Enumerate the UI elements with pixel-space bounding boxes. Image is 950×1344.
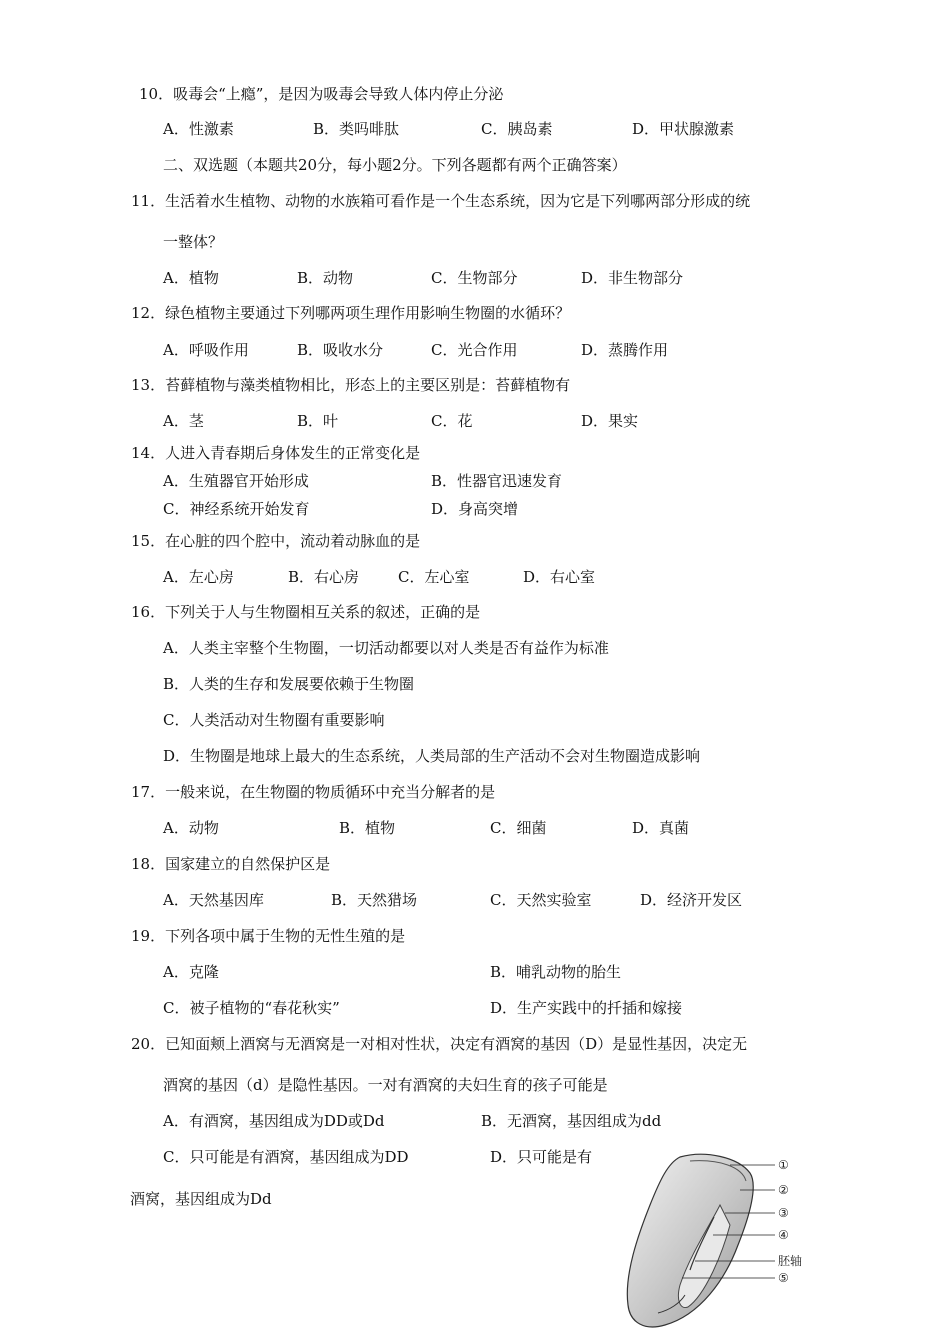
q20-option-b: B．无酒窝，基因组成为dd xyxy=(481,1112,662,1130)
q12-option-a: A．呼吸作用 xyxy=(163,341,249,359)
q14-option-a: A．生殖器官开始形成 xyxy=(163,472,309,490)
q10-option-b: B．类吗啡肽 xyxy=(313,120,400,138)
q15-option-c: C．左心室 xyxy=(398,568,470,586)
question-10-stem: 10．吸毒会“上瘾”，是因为吸毒会导致人体内停止分泌 xyxy=(139,85,504,103)
q13-option-a: A．茎 xyxy=(163,412,204,430)
question-13-stem: 13．苔藓植物与藻类植物相比，形态上的主要区别是：苔藓植物有 xyxy=(131,376,571,394)
question-18-stem: 18．国家建立的自然保护区是 xyxy=(131,855,331,873)
question-14-stem: 14．人进入青春期后身体发生的正常变化是 xyxy=(131,444,421,462)
q18-option-d: D．经济开发区 xyxy=(640,891,743,909)
q17-option-d: D．真菌 xyxy=(632,819,690,837)
q14-option-d: D．身高突增 xyxy=(431,500,519,518)
q10-option-d: D．甲状腺激素 xyxy=(632,120,735,138)
question-16-stem: 16．下列关于人与生物圈相互关系的叙述，正确的是 xyxy=(131,603,481,621)
question-19-stem: 19．下列各项中属于生物的无性生殖的是 xyxy=(131,927,406,945)
label-2: ② xyxy=(778,1183,789,1197)
q15-option-b: B．右心房 xyxy=(288,568,360,586)
seed-illustration xyxy=(610,1145,810,1335)
q12-option-b: B．吸收水分 xyxy=(297,341,384,359)
q15-option-a: A．左心房 xyxy=(163,568,234,586)
label-5: ⑤ xyxy=(778,1271,789,1285)
q16-option-d: D．生物圈是地球上最大的生态系统，人类局部的生产活动不会对生物圈造成影响 xyxy=(163,747,701,765)
label-1: ① xyxy=(778,1158,789,1172)
q12-option-d: D．蒸腾作用 xyxy=(581,341,669,359)
q17-option-a: A．动物 xyxy=(163,819,219,837)
q20-option-a: A．有酒窝，基因组成为DD或Dd xyxy=(163,1112,385,1130)
q12-option-c: C．光合作用 xyxy=(431,341,518,359)
question-17-stem: 17．一般来说，在生物圈的物质循环中充当分解者的是 xyxy=(131,783,496,801)
q10-option-a: A．性激素 xyxy=(163,120,234,138)
q19-option-a: A．克隆 xyxy=(163,963,219,981)
q20-option-c: C．只可能是有酒窝，基因组成为DD xyxy=(163,1148,409,1166)
q20-option-d: D．只可能是有 xyxy=(490,1148,593,1166)
q10-option-c: C．胰岛素 xyxy=(481,120,553,138)
question-20-stem-cont: 酒窝的基因（d）是隐性基因。一对有酒窝的夫妇生育的孩子可能是 xyxy=(163,1076,608,1094)
q15-option-d: D．右心室 xyxy=(523,568,596,586)
q17-option-c: C．细菌 xyxy=(490,819,547,837)
question-12-stem: 12．绿色植物主要通过下列哪两项生理作用影响生物圈的水循环？ xyxy=(131,304,571,322)
q16-option-b: B．人类的生存和发展要依赖于生物圈 xyxy=(163,675,415,693)
q14-option-c: C．神经系统开始发育 xyxy=(163,500,310,518)
q11-option-d: D．非生物部分 xyxy=(581,269,684,287)
label-3: ③ xyxy=(778,1206,789,1220)
question-20-stem: 20．已知面颊上酒窝与无酒窝是一对相对性状，决定有酒窝的基因（D）是显性基因，决定无 xyxy=(131,1035,748,1053)
question-11-stem: 11．生活着水生植物、动物的水族箱可看作是一个生态系统，因为它是下列哪两部分形成的统 xyxy=(131,192,751,210)
label-embryo-axis: 胚轴 xyxy=(778,1254,803,1268)
q19-option-d: D．生产实践中的扦插和嫁接 xyxy=(490,999,683,1017)
q14-option-b: B．性器官迅速发育 xyxy=(431,472,563,490)
q18-option-b: B．天然猎场 xyxy=(331,891,418,909)
corn-seed-diagram xyxy=(610,1145,810,1335)
q20-option-d-cont: 酒窝，基因组成为Dd xyxy=(130,1190,272,1208)
q11-option-c: C．生物部分 xyxy=(431,269,518,287)
q13-option-c: C．花 xyxy=(431,412,473,430)
q16-option-a: A．人类主宰整个生物圈，一切活动都要以对人类是否有益作为标准 xyxy=(163,639,609,657)
q13-option-b: B．叶 xyxy=(297,412,339,430)
q19-option-c: C．被子植物的“春花秋实” xyxy=(163,999,340,1017)
q11-option-b: B．动物 xyxy=(297,269,354,287)
q13-option-d: D．果实 xyxy=(581,412,639,430)
q18-option-a: A．天然基因库 xyxy=(163,891,264,909)
q18-option-c: C．天然实验室 xyxy=(490,891,592,909)
q19-option-b: B．哺乳动物的胎生 xyxy=(490,963,622,981)
q16-option-c: C．人类活动对生物圈有重要影响 xyxy=(163,711,385,729)
q17-option-b: B．植物 xyxy=(339,819,396,837)
section-heading-double-choice: 二、双选题（本题共20分，每小题2分。下列各题都有两个正确答案） xyxy=(163,156,627,174)
q11-option-a: A．植物 xyxy=(163,269,219,287)
label-4: ④ xyxy=(778,1228,789,1242)
question-11-stem-cont: 一整体？ xyxy=(163,233,224,251)
question-15-stem: 15．在心脏的四个腔中，流动着动脉血的是 xyxy=(131,532,421,550)
